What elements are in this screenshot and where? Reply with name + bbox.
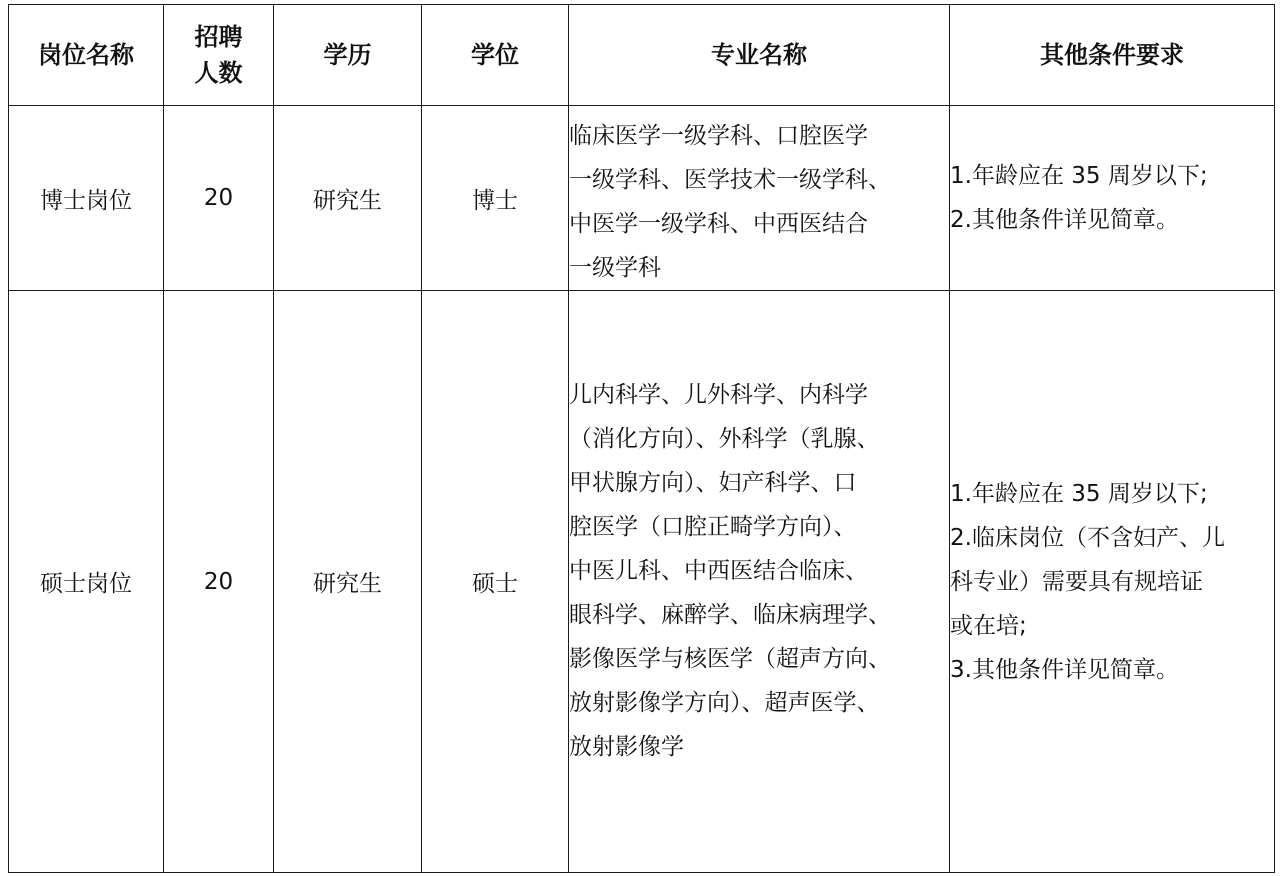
- major-line: 中医学一级学科、中西医结合: [569, 211, 868, 237]
- cell-other-requirements: [950, 291, 1275, 873]
- cell-major: [569, 106, 950, 291]
- major-line: 临床医学一级学科、口腔医学: [569, 123, 868, 149]
- requirement-line: 科专业）需要具有规培证: [950, 568, 1203, 595]
- table-row-phd: [9, 106, 1275, 291]
- cell-count: 20: [164, 106, 274, 291]
- cell-education: 研究生: [274, 291, 422, 873]
- major-line: 一级学科、医学技术一级学科、: [569, 167, 891, 193]
- header-degree: 学位: [422, 5, 569, 106]
- major-line: 儿内科学、儿外科学、内科学: [569, 382, 868, 408]
- header-recruit-count-line2: 人数: [194, 59, 243, 87]
- cell-education: 研究生: [274, 106, 422, 291]
- cell-degree: 博士: [422, 106, 569, 291]
- header-recruit-count-line1: 招聘: [194, 23, 243, 51]
- recruitment-table: [8, 4, 1275, 873]
- cell-other-requirements: [950, 106, 1275, 291]
- requirement-line: 或在培;: [950, 612, 1027, 639]
- cell-position: 博士岗位: [9, 106, 164, 291]
- major-line: 一级学科: [569, 255, 661, 281]
- requirement-line: 1.年龄应在 35 周岁以下;: [950, 163, 1208, 189]
- cell-major: [569, 291, 950, 873]
- major-line: 眼科学、麻醉学、临床病理学、: [569, 602, 891, 628]
- major-line: （消化方向）、外科学（乳腺、: [569, 426, 880, 452]
- major-line: 影像医学与核医学（超声方向、: [569, 646, 891, 672]
- header-recruit-count: [164, 5, 274, 106]
- major-line: 中医儿科、中西医结合临床、: [569, 558, 868, 584]
- major-line: 放射影像学方向）、超声医学、: [569, 690, 880, 716]
- requirement-line: 3.其他条件详见简章。: [950, 656, 1179, 683]
- table-header-row: [9, 5, 1275, 106]
- header-other-requirements: 其他条件要求: [950, 5, 1275, 106]
- major-line: 放射影像学: [569, 734, 684, 760]
- header-position-name: 岗位名称: [9, 5, 164, 106]
- requirement-line: 2.临床岗位（不含妇产、儿: [950, 524, 1225, 551]
- cell-degree: 硕士: [422, 291, 569, 873]
- cell-position: 硕士岗位: [9, 291, 164, 873]
- major-line: 腔医学（口腔正畸学方向）、: [569, 514, 857, 540]
- cell-count: 20: [164, 291, 274, 873]
- header-education: 学历: [274, 5, 422, 106]
- major-line: 甲状腺方向）、妇产科学、口: [569, 470, 857, 496]
- requirement-line: 2.其他条件详见简章。: [950, 207, 1179, 233]
- requirement-line: 1.年龄应在 35 周岁以下;: [950, 480, 1208, 507]
- header-major: 专业名称: [569, 5, 950, 106]
- table-row-master: [9, 291, 1275, 873]
